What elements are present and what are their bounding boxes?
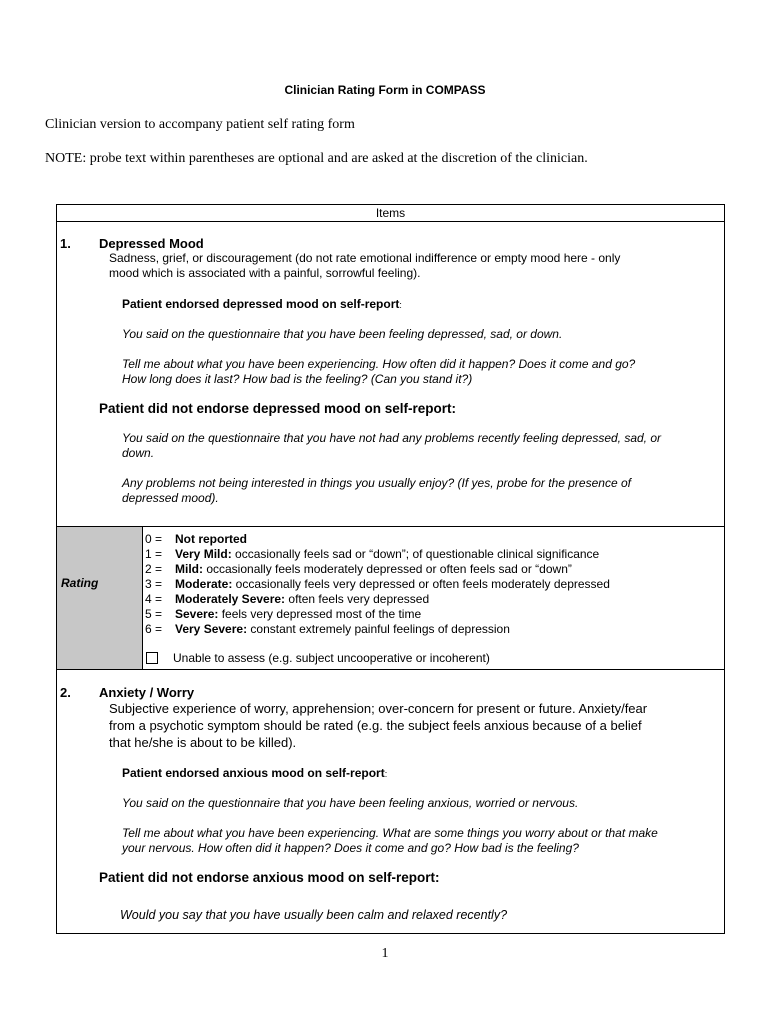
- item-number: 2.: [60, 685, 71, 700]
- probe-text: You said on the questionnaire that you have been feeling depressed, sad, or down.: [122, 327, 563, 341]
- not-endorsed-heading: Patient did not endorse depressed mood on self-report:: [99, 401, 457, 416]
- rating-option: 6 = Very Severe: constant extremely painful feelings of depression: [145, 622, 510, 636]
- not-endorsed-heading: Patient did not endorse anxious mood on self-report:: [99, 870, 440, 885]
- rating-option: 1 = Very Mild: occasionally feels sad or “down”; of questionable clinical significance: [145, 547, 600, 561]
- probe-text: Would you say that you have usually been calm and relaxed recently?: [120, 908, 508, 922]
- probe-text: How long does it last? How bad is the feeling? (Can you stand it?): [122, 372, 473, 386]
- unable-to-assess-label: Unable to assess (e.g. subject uncooperative or incoherent): [173, 651, 490, 665]
- probe-text: your nervous. How often did it happen? Does it come and go? How bad is the feeling?: [122, 841, 579, 855]
- items-table-header: Items: [56, 204, 725, 222]
- rating-option: 5 = Severe: feels very depressed most of the time: [145, 607, 422, 621]
- note-text: NOTE: probe text within parentheses are optional and are asked at the discretion of the clinician.: [45, 151, 588, 166]
- probe-text: Tell me about what you have been experiencing. What are some things you worry about or that make: [122, 826, 658, 840]
- page-number: 1: [381, 946, 389, 961]
- rating-option: 0 = Not reported: [145, 532, 247, 546]
- item-description: mood which is associated with a painful, sorrowful feeling).: [109, 266, 421, 280]
- probe-text: depressed mood).: [122, 491, 219, 505]
- endorsed-heading: Patient endorsed depressed mood on self-report:: [122, 297, 402, 311]
- probe-text: Any problems not being interested in things you usually enjoy? (If yes, probe for the presence of: [122, 476, 631, 490]
- item-description: from a psychotic symptom should be rated (e.g. the subject feels anxious because of a belief: [109, 718, 642, 733]
- item-title: Anxiety / Worry: [99, 685, 195, 700]
- endorsed-heading: Patient endorsed anxious mood on self-report:: [122, 766, 388, 780]
- item-description: that he/she is about to be killed).: [109, 735, 297, 750]
- item-title: Depressed Mood: [99, 236, 204, 251]
- item-anxiety-worry: [56, 669, 725, 934]
- rating-option: 3 = Moderate: occasionally feels very depressed or often feels moderately depressed: [145, 577, 610, 591]
- probe-text: You said on the questionnaire that you have been feeling anxious, worried or nervous.: [122, 796, 579, 810]
- item-description: Subjective experience of worry, apprehension; over-concern for present or future. Anxiety/fear: [109, 701, 648, 716]
- item-number: 1.: [60, 236, 71, 251]
- page-title: Clinician Rating Form in COMPASS: [284, 83, 486, 97]
- item-description: Sadness, grief, or discouragement (do not rate emotional indifference or empty mood here - only: [109, 251, 621, 265]
- item-depressed-mood: [56, 221, 725, 527]
- rating-option: 2 = Mild: occasionally feels moderately depressed or often feels sad or “down”: [145, 562, 572, 576]
- probe-text: down.: [122, 446, 155, 460]
- probe-text: Tell me about what you have been experiencing. How often did it happen? Does it come and go?: [122, 357, 636, 371]
- subtitle: Clinician version to accompany patient self rating form: [45, 117, 355, 132]
- rating-label: Rating: [61, 576, 99, 590]
- unable-to-assess-checkbox[interactable]: [146, 652, 158, 664]
- rating-label-cell: [57, 527, 143, 669]
- rating-option: 4 = Moderately Severe: often feels very depressed: [145, 592, 430, 606]
- probe-text: You said on the questionnaire that you have not had any problems recently feeling depressed, sad, or: [122, 431, 662, 445]
- rating-section: [56, 526, 725, 670]
